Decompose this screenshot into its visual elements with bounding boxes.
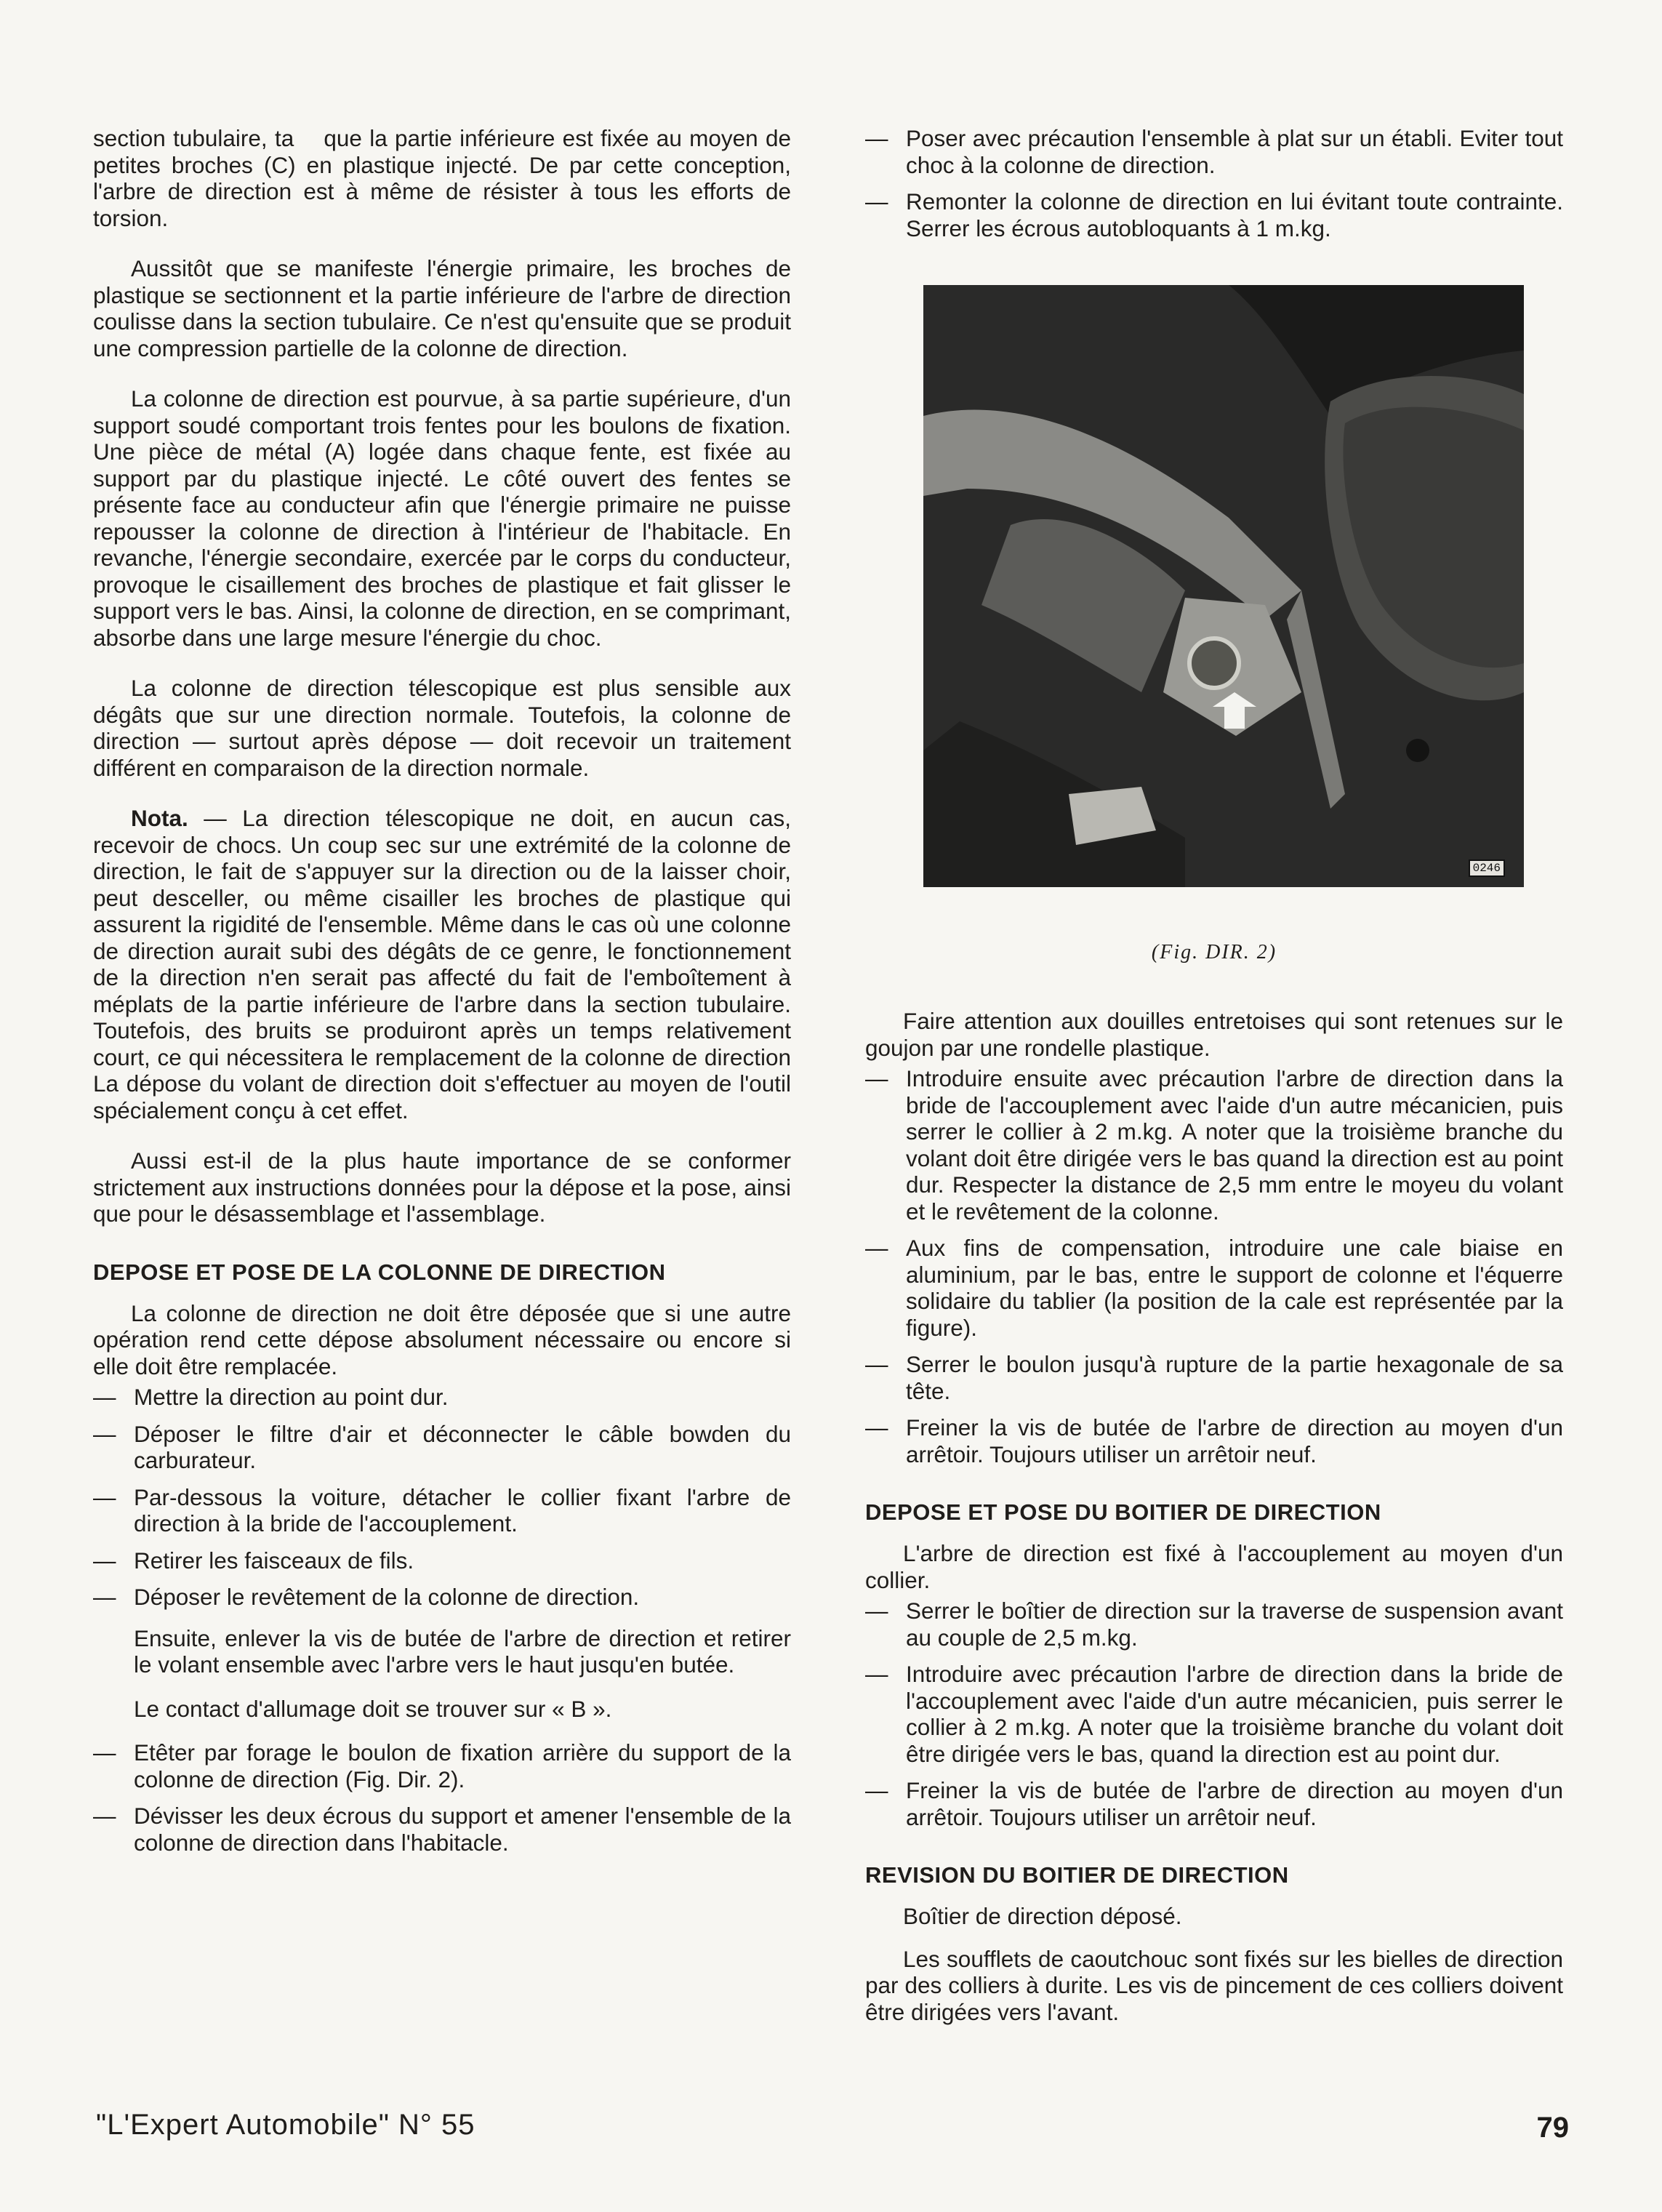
list-item: — Dévisser les deux écrous du support et amener l'ensemble de la colonne de direction dans l'habitacle. (93, 1803, 791, 1856)
left-column (93, 125, 791, 1866)
paragraph: Aussi est-il de la plus haute importance de se conformer strictement aux instructions données pour la dépose et la pose, ainsi que pour le désassemblage et l'assemblage. (93, 1147, 791, 1227)
paragraph: L'arbre de direction est fixé à l'accouplement au moyen d'un collier. (865, 1540, 1563, 1593)
page-number: 79 (1536, 2112, 1569, 2144)
list-item: — Mettre la direction au point dur. (93, 1384, 449, 1410)
paragraph: Boîtier de direction déposé. (903, 1903, 1182, 1929)
paragraph: Ensuite, enlever la vis de butée de l'arbre de direction et retirer le volant ensemble avec l'arbre vers le haut jusqu'en butée. (134, 1624, 791, 1678)
paragraph: Le contact d'allumage doit se trouver sur « B ». (134, 1695, 612, 1722)
paragraph: La colonne de direction est pourvue, à sa partie supérieure, d'un support soudé comportant trois fentes pour les boulons de fixation. Une pièce de métal (A) logée dans chaque fente, est fixée au support par du plastique injecté. Le côté ouvert des fentes se présente face au conducteur afin que l'énergie primaire ne puisse repousser la colonne de direction à l'intérieur de l'habitacle. En revanche, l'énergie secondaire, exercée par le corps du conducteur, provoque le cisaillement des broches de plastique et fait glisser le support vers le bas. Ainsi, la colonne de direction, en se comprimant, absorbe dans une large mesure l'énergie du choc. (93, 385, 791, 651)
nota-text: — La direction télescopique ne doit, en aucun cas, recevoir de chocs. Un coup sec sur une extrémité de la colonne de direction, le fait de s'appuyer sur la direction ou de la laisser choir, peut desceller, ou même cisailler les broches de plastique qui assurent la rigidité de l'ensemble. Même dans le cas où une colonne de direction aurait subi des dégâts de ce genre, le fonctionnement de la direction n'en serait pas affecté du fait de l'emboîtement à méplats de la partie inférieure de l'arbre dans la section tubulaire. Toutefois, des bruits se produiront après un temps relativement court, ce qui nécessitera le remplacement de la colonne de direction La dépose du volant de direction doit s'effectuer au moyen de l'outil spécialement conçu à cet effet. (93, 805, 791, 1123)
list-item: — Remonter la colonne de direction en lui évitant toute contrainte. Serrer les écrous autobloquants à 1 m.kg. (865, 188, 1563, 241)
section-heading: DEPOSE ET POSE DE LA COLONNE DE DIRECTION (93, 1259, 666, 1285)
nota-paragraph (93, 805, 791, 1123)
list-item: — Aux fins de compensation, introduire une cale biaise en aluminium, par le bas, entre le support de colonne et l'équerre solidaire du tablier (la position de la cale est représentée par la figure). (865, 1235, 1563, 1341)
list-item: — Introduire ensuite avec précaution l'arbre de direction dans la bride de l'accouplement avec l'aide d'un autre mécanicien, puis serrer le collier à 2 m.kg. A noter que la troisième branche du volant doit être dirigée vers le bas quand la direction est au point dur. Respecter la distance de 2,5 mm entre le moyeu du volant et le revêtement de la colonne. (865, 1065, 1563, 1225)
publication-footer: "L'Expert Automobile" N° 55 (96, 2109, 475, 2141)
nota-label: Nota. (131, 805, 188, 831)
list-item: — Par-dessous la voiture, détacher le collier fixant l'arbre de direction à la bride de l'accouplement. (93, 1483, 791, 1536)
list-item: — Freiner la vis de butée de l'arbre de direction au moyen d'un arrêtoir. Toujours utiliser un arrêtoir neuf. (865, 1414, 1563, 1467)
paragraph: Les soufflets de caoutchouc sont fixés sur les bielles de direction par des colliers à durite. Les vis de pincement de ces colliers doivent être dirigées vers l'avant. (865, 1945, 1563, 2025)
steering-column-photo-illustration (923, 285, 1524, 887)
list-item: — Serrer le boîtier de direction sur la traverse de suspension avant au couple de 2,5 m.kg. (865, 1598, 1563, 1651)
list-item: — Déposer le revêtement de la colonne de direction. (93, 1584, 640, 1610)
figure-caption: (Fig. DIR. 2) (1151, 941, 1277, 963)
list-item: — Freiner la vis de butée de l'arbre de direction au moyen d'un arrêtoir. Toujours utiliser un arrêtoir neuf. (865, 1777, 1563, 1830)
section-heading: DEPOSE ET POSE DU BOITIER DE DIRECTION (865, 1499, 1381, 1525)
figure-photo (923, 285, 1524, 887)
section-heading: REVISION DU BOITIER DE DIRECTION (865, 1862, 1289, 1888)
paragraph: Aussitôt que se manifeste l'énergie primaire, les broches de plastique se sectionnent et la partie inférieure de l'arbre de direction coulisse dans la section tubulaire. Ce n'est qu'ensuite que se produit une compression partielle de la colonne de direction. (93, 255, 791, 361)
list-item: — Serrer le boulon jusqu'à rupture de la partie hexagonale de sa tête. (865, 1351, 1563, 1404)
paragraph: La colonne de direction ne doit être déposée que si une autre opération rend cette dépose absolument nécessaire ou encore si elle doit être remplacée. (93, 1299, 791, 1379)
list-item: — Déposer le filtre d'air et déconnecter le câble bowden du carburateur. (93, 1420, 791, 1473)
paragraph: Faire attention aux douilles entretoises qui sont retenues sur le goujon par une rondelle plastique. (865, 1008, 1563, 1061)
list-item: — Retirer les faisceaux de fils. (93, 1547, 414, 1574)
list-item: — Introduire avec précaution l'arbre de direction dans la bride de l'accouplement avec l'aide d'un autre mécanicien, puis serrer le collier à 2 m.kg. A noter que la troisième branche du volant doit être dirigée vers le bas, quand la direction est au point dur. (865, 1661, 1563, 1767)
list-item: — Poser avec précaution l'ensemble à plat sur un établi. Eviter tout choc à la colonne de direction. (865, 125, 1563, 178)
right-column (865, 125, 1563, 2049)
list-item: — Etêter par forage le boulon de fixation arrière du support de la colonne de direction (Fig. Dir. 2). (93, 1739, 791, 1792)
figure-code: 0246 (1469, 859, 1505, 877)
paragraph: section tubulaire, ta que la partie inférieure est fixée au moyen de petites broches (C) en plastique injecté. De par cette conception, l'arbre de direction est à même de résister à tous les efforts de torsion. (93, 125, 791, 231)
paragraph: La colonne de direction télescopique est plus sensible aux dégâts que sur une direction normale. Toutefois, la colonne de direction — surtout après dépose — doit recevoir un traitement différent en comparaison de la direction normale. (93, 675, 791, 781)
